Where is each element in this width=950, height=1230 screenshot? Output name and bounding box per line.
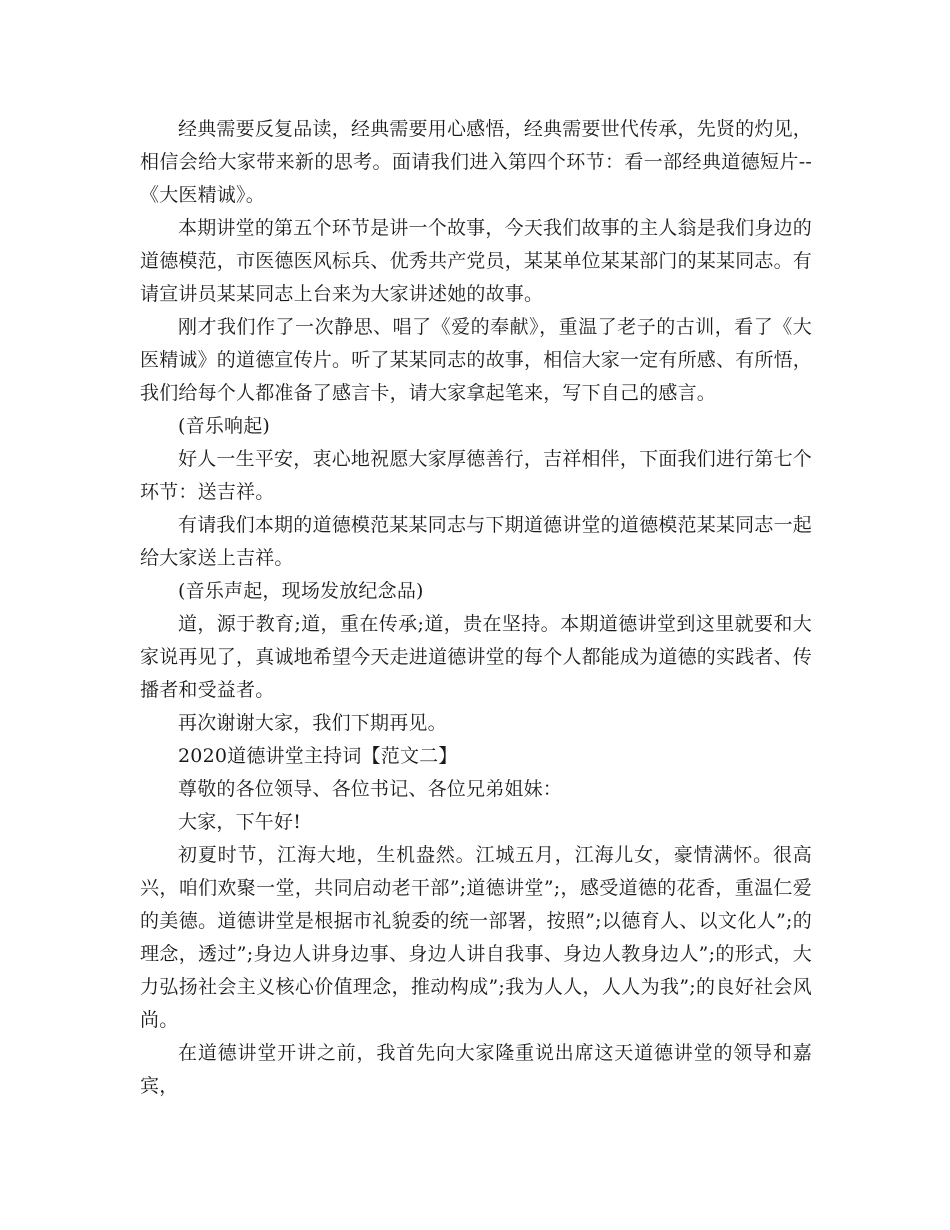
paragraph-music-starts: (音乐响起) [178, 415, 271, 437]
section-heading-sample-two: 2020道德讲堂主持词【范文二】 [178, 745, 458, 767]
paragraph-closing: 道，源于教育;道，重在传承;道，贵在坚持。本期道德讲堂到这里就要和大家说再见了，真诚地希望今天走进道德讲堂的每个人都能成为道德的实践者、传播者和受益者。 [140, 613, 813, 701]
paragraph-model-blessing: 有请我们本期的道德模范某某同志与下期道德讲堂的道德模范某某同志一起给大家送上吉祥。 [140, 514, 812, 569]
document-body [140, 113, 812, 1103]
paragraph-thanks: 再次谢谢大家，我们下期再见。 [178, 712, 447, 734]
paragraph-early-summer: 初夏时节，江海大地，生机盎然。江城五月，江海儿女，豪情满怀。很高兴，咱们欢聚一堂，共同启动老干部”;道德讲堂”;，感受道德的花香，重温仁爱的美德。道德讲堂是根据市礼貌委的统一部署，按照”;以德育人、以文化人”;的理念，透过”;身边人讲身边事、身边人讲自我事、身边人教身边人”;的形式，大力弘扬社会主义核心价值理念，推动构成”;我为人人，人人为我”;的良好社会风尚。 [140, 844, 812, 1031]
paragraph-classic-reading: 经典需要反复品读，经典需要用心感悟，经典需要世代传承，先贤的灼见，相信会给大家带来新的思考。面请我们进入第四个环节：看一部经典道德短片--《大医精诚》。 [140, 118, 812, 206]
paragraph-fifth-segment-story: 本期讲堂的第五个环节是讲一个故事，今天我们故事的主人翁是我们身边的道德模范，市医德医风标兵、优秀共产党员，某某单位某某部门的某某同志。有请宣讲员某某同志上台来为大家讲述她的故事。 [140, 217, 813, 305]
paragraph-reflection-cards: 刚才我们作了一次静思、唱了《爱的奉献》，重温了老子的古训，看了《大医精诚》的道德宣传片。听了某某同志的故事，相信大家一定有所感、有所悟，我们给每个人都准备了感言卡，请大家拿起笔来，写下自己的感言。 [140, 316, 813, 404]
paragraph-souvenirs: (音乐声起，现场发放纪念品) [178, 580, 424, 602]
paragraph-introduce-guests: 在道德讲堂开讲之前，我首先向大家隆重说出席这天道德讲堂的领导和嘉宾， [140, 1042, 812, 1097]
paragraph-greeting: 大家，下午好! [178, 811, 302, 833]
paragraph-salutation: 尊敬的各位领导、各位书记、各位兄弟姐妹： [178, 778, 563, 800]
paragraph-send-blessings: 好人一生平安，衷心地祝愿大家厚德善行，吉祥相伴，下面我们进行第七个环节：送吉祥。 [140, 448, 812, 503]
